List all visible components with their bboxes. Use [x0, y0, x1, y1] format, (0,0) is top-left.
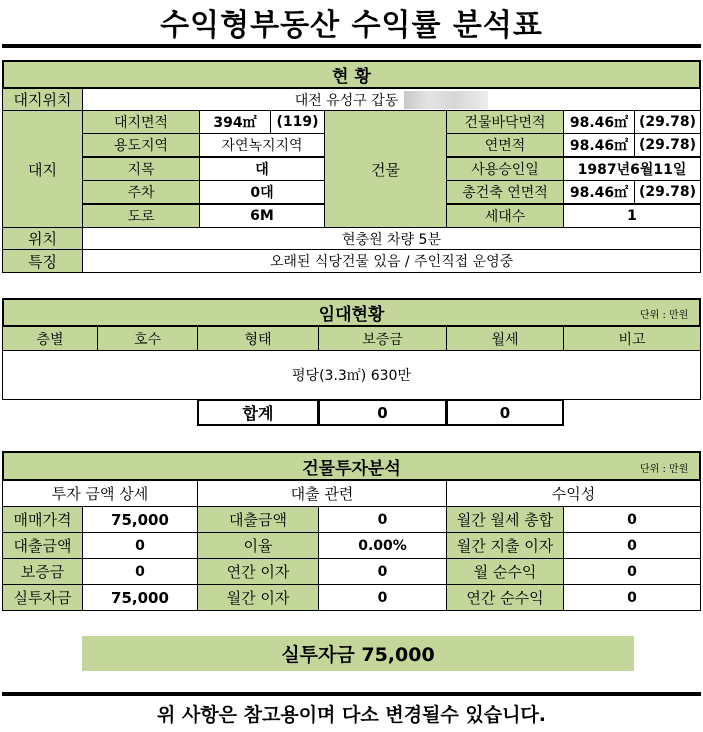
analysis-header-title: 건물투자분석 — [302, 458, 401, 479]
feature-value: 오래된 식당건물 있음 / 주인직접 운영중 — [82, 249, 701, 273]
land-category-label: 지목 — [82, 157, 200, 181]
monthly-rent-total-value: 0 — [563, 506, 701, 533]
loan-amount-value: 0 — [318, 506, 447, 533]
land-area-label: 대지면적 — [82, 110, 200, 134]
actual-investment-summary: 실투자금 75,000 — [82, 636, 634, 671]
gross-floor-area-pyeong: (29.78) — [634, 180, 701, 204]
building-label: 건물 — [324, 110, 447, 228]
annual-interest-value: 0 — [318, 558, 447, 585]
parking-label: 주차 — [82, 180, 200, 204]
monthly-net-profit-label: 월 순수익 — [446, 558, 564, 585]
analysis-header — [2, 451, 701, 481]
building-floor-area-label: 건물바닥면적 — [446, 110, 564, 134]
actual-investment-label: 실투자금 — [2, 584, 83, 611]
annual-net-profit-value: 0 — [563, 584, 701, 611]
position-value: 현충원 차량 5분 — [82, 227, 701, 250]
status-header: 현 황 — [2, 60, 701, 89]
road-value: 6M — [199, 204, 325, 228]
lease-total-rent: 0 — [446, 399, 564, 426]
lease-col-deposit: 보증금 — [318, 326, 447, 351]
road-label: 도로 — [82, 204, 200, 228]
land-location-label: 대지위치 — [2, 88, 83, 111]
invest-detail-header: 투자 금액 상세 — [2, 480, 198, 507]
analysis-unit: 단위 : 만원 — [640, 464, 689, 475]
sale-price-value: 75,000 — [82, 506, 198, 533]
households-value: 1 — [563, 204, 701, 228]
invest-loan-value: 0 — [82, 532, 198, 559]
lease-col-note: 비고 — [563, 326, 701, 351]
lease-note: 평당(3.3㎡) 630만 — [2, 350, 701, 400]
footer-divider — [2, 692, 701, 696]
gross-floor-area-label: 총건축 연면적 — [446, 180, 564, 204]
zoning-label: 용도지역 — [82, 133, 200, 157]
invest-loan-label: 대출금액 — [2, 532, 83, 559]
gross-floor-area-value: 98.46㎡ — [563, 180, 635, 204]
lease-header-title: 임대현황 — [318, 305, 385, 325]
monthly-net-profit-value: 0 — [563, 558, 701, 585]
land-area-value: 394㎡ — [199, 110, 271, 134]
interest-rate-label: 이율 — [197, 532, 319, 559]
masked-address — [404, 91, 488, 109]
deposit-value: 0 — [82, 558, 198, 585]
monthly-interest-value: 0 — [318, 584, 447, 611]
building-floor-area-value: 98.46㎡ — [563, 110, 635, 134]
position-label: 위치 — [2, 227, 83, 250]
total-floor-area-pyeong: (29.78) — [634, 133, 701, 157]
land-category-value: 대 — [199, 157, 325, 181]
land-area-pyeong: (119) — [270, 110, 325, 134]
building-floor-area-pyeong: (29.78) — [634, 110, 701, 134]
title-divider — [2, 44, 701, 48]
lease-col-unit: 호수 — [97, 326, 198, 351]
monthly-interest-expense-value: 0 — [563, 532, 701, 559]
actual-investment-value: 75,000 — [82, 584, 198, 611]
lease-col-floor: 층별 — [2, 326, 98, 351]
annual-net-profit-label: 연간 순수익 — [446, 584, 564, 611]
interest-rate-value: 0.00% — [318, 532, 447, 559]
deposit-label: 보증금 — [2, 558, 83, 585]
approval-date-label: 사용승인일 — [446, 157, 564, 181]
monthly-interest-label: 월간 이자 — [197, 584, 319, 611]
land-location-value-cell — [82, 88, 701, 111]
disclaimer: 위 사항은 참고용이며 다소 변경될수 있습니다. — [156, 704, 547, 726]
profit-header: 수익성 — [446, 480, 701, 507]
zoning-value: 자연녹지지역 — [199, 133, 325, 157]
monthly-interest-expense-label: 월간 지출 이자 — [446, 532, 564, 559]
lease-col-type: 형태 — [197, 326, 319, 351]
annual-interest-label: 연간 이자 — [197, 558, 319, 585]
lease-unit: 단위 : 만원 — [640, 310, 689, 321]
parking-value: 0대 — [199, 180, 325, 204]
total-floor-area-value: 98.46㎡ — [563, 133, 635, 157]
sale-price-label: 매매가격 — [2, 506, 83, 533]
page-title: 수익형부동산 수익률 분석표 — [160, 8, 543, 43]
approval-date-value: 1987년6월11일 — [563, 157, 701, 181]
lease-col-rent: 월세 — [446, 326, 564, 351]
total-floor-area-label: 연면적 — [446, 133, 564, 157]
households-label: 세대수 — [446, 204, 564, 228]
loan-header: 대출 관련 — [197, 480, 447, 507]
lease-total-deposit: 0 — [318, 399, 447, 426]
monthly-rent-total-label: 월간 월세 총합 — [446, 506, 564, 533]
lease-header — [2, 298, 701, 327]
loan-amount-label: 대출금액 — [197, 506, 319, 533]
land-label: 대지 — [2, 110, 83, 228]
lease-total-label: 합계 — [197, 399, 319, 426]
land-location-value: 대전 유성구 갑동 — [294, 92, 399, 109]
feature-label: 특징 — [2, 249, 83, 273]
